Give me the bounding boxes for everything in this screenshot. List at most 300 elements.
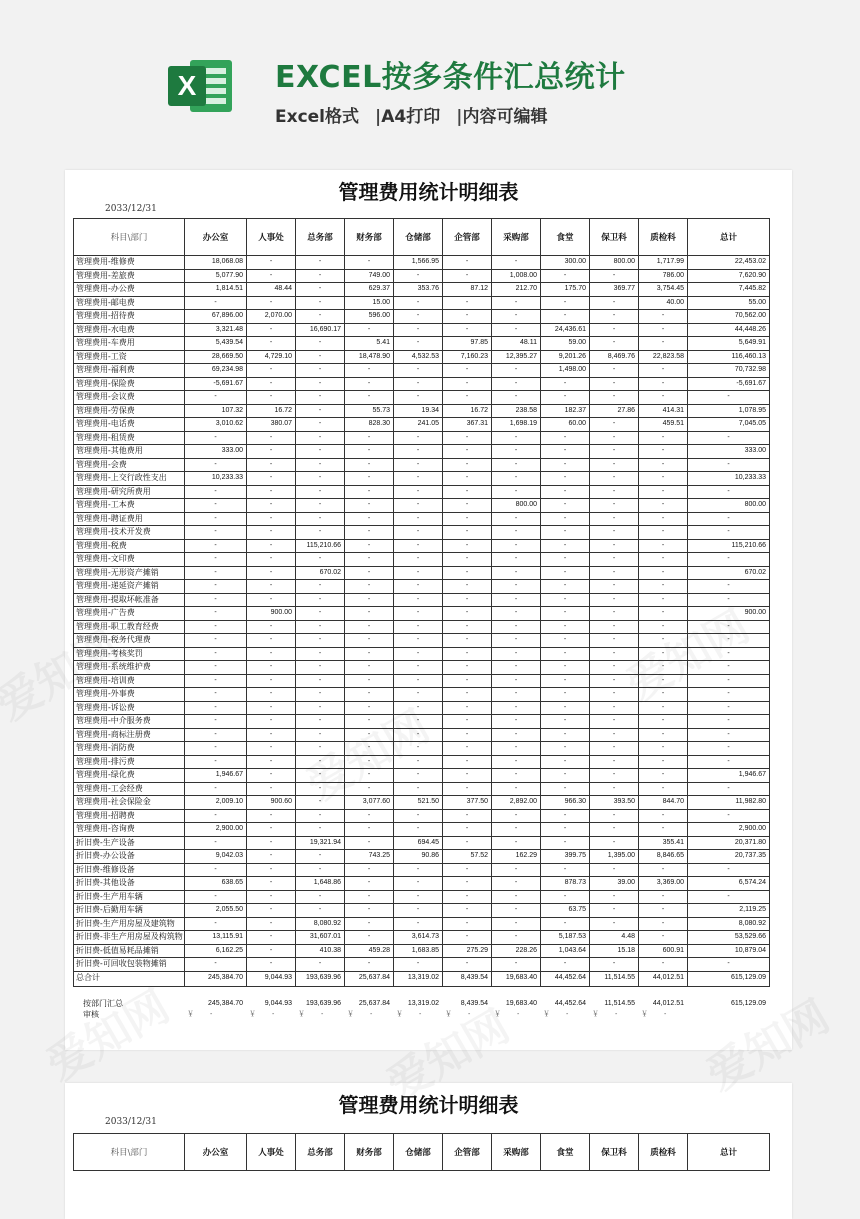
currency-symbol: ￥ (445, 1011, 452, 1018)
table-row (74, 364, 770, 378)
table-row (74, 701, 770, 715)
value-cell: 615,129.09 (688, 971, 770, 986)
value-cell: - (345, 917, 394, 931)
value-cell: - (541, 917, 590, 931)
header-cell: 仓储部 (394, 219, 443, 256)
header-cell: 财务部 (345, 219, 394, 256)
value-cell: - (296, 890, 345, 904)
value-cell: - (590, 485, 639, 499)
value-cell: - (296, 904, 345, 918)
value-cell: 694.45 (394, 836, 443, 850)
value-cell: - (296, 553, 345, 567)
value-cell: - (639, 472, 688, 486)
value-cell: 44,452.64 (541, 971, 590, 986)
value-cell: - (639, 823, 688, 837)
value-cell: - (296, 688, 345, 702)
value-cell: - (443, 728, 492, 742)
value-cell: - (639, 620, 688, 634)
value-cell: - (492, 890, 541, 904)
table-header-row (74, 219, 770, 256)
header-cell: 保卫科 (590, 1134, 639, 1171)
value-cell: - (345, 431, 394, 445)
value-cell: - (492, 472, 541, 486)
value-cell: 20,737.35 (688, 850, 770, 864)
header-cell: 企管部 (443, 219, 492, 256)
table-row (74, 607, 770, 621)
value-cell: - (185, 580, 247, 594)
value-cell: - (492, 715, 541, 729)
value-cell: 844.70 (639, 796, 688, 810)
currency-symbol: ￥ (187, 1011, 194, 1018)
value-cell: - (185, 661, 247, 675)
value-cell: - (247, 863, 296, 877)
value-cell: - (443, 364, 492, 378)
value-cell: 19.34 (394, 404, 443, 418)
audit-dash: - (210, 1011, 213, 1018)
value-cell: - (541, 296, 590, 310)
row-label-cell: 管理费用-会议费 (74, 391, 185, 405)
value-cell: 367.31 (443, 418, 492, 432)
value-cell: - (394, 877, 443, 891)
value-cell: - (443, 958, 492, 972)
header-cell: 采购部 (492, 219, 541, 256)
value-cell: - (492, 431, 541, 445)
sheet-title: 管理费用统计明细表 (338, 180, 519, 204)
value-cell: - (639, 607, 688, 621)
value-cell: - (688, 742, 770, 756)
value-cell: - (639, 904, 688, 918)
value-cell: - (639, 809, 688, 823)
value-cell: - (443, 701, 492, 715)
table-row (74, 796, 770, 810)
value-cell: - (394, 701, 443, 715)
value-cell: - (185, 526, 247, 540)
value-cell: - (394, 566, 443, 580)
table-row (74, 809, 770, 823)
value-cell: 27.86 (590, 404, 639, 418)
value-cell: - (345, 688, 394, 702)
value-cell: - (590, 890, 639, 904)
value-cell: 3,369.00 (639, 877, 688, 891)
value-cell: - (247, 958, 296, 972)
table-row (74, 526, 770, 540)
value-cell: 87.12 (443, 283, 492, 297)
value-cell: - (590, 566, 639, 580)
value-cell: - (296, 580, 345, 594)
value-cell: - (492, 728, 541, 742)
value-cell: - (296, 593, 345, 607)
value-cell: - (185, 512, 247, 526)
value-cell: - (688, 809, 770, 823)
row-label-cell: 折旧费-生产设备 (74, 836, 185, 850)
value-cell: - (492, 688, 541, 702)
row-label-cell: 管理费用-职工教育经费 (74, 620, 185, 634)
value-cell: - (247, 823, 296, 837)
value-cell: - (688, 958, 770, 972)
value-cell: 10,879.04 (688, 944, 770, 958)
value-cell: - (247, 269, 296, 283)
value-cell: - (296, 269, 345, 283)
value-cell: - (247, 593, 296, 607)
value-cell: - (345, 580, 394, 594)
value-cell: - (492, 823, 541, 837)
value-cell: 241.05 (394, 418, 443, 432)
value-cell: - (247, 445, 296, 459)
value-cell: - (345, 904, 394, 918)
value-cell: 4,532.53 (394, 350, 443, 364)
header-cell: 食堂 (541, 219, 590, 256)
value-cell: 22,453.02 (688, 256, 770, 270)
value-cell: - (541, 620, 590, 634)
value-cell: - (590, 701, 639, 715)
value-cell: - (492, 607, 541, 621)
value-cell: 1,814.51 (185, 283, 247, 297)
value-cell: - (443, 539, 492, 553)
row-label-cell: 管理费用-文印费 (74, 553, 185, 567)
table-row (74, 377, 770, 391)
value-cell: - (492, 769, 541, 783)
value-cell: - (345, 755, 394, 769)
value-cell: - (639, 391, 688, 405)
row-label-cell: 管理费用-广告费 (74, 607, 185, 621)
value-cell: - (394, 620, 443, 634)
value-cell: - (394, 593, 443, 607)
value-cell: - (296, 796, 345, 810)
value-cell: - (590, 647, 639, 661)
value-cell: - (185, 458, 247, 472)
value-cell: - (541, 823, 590, 837)
value-cell: - (492, 485, 541, 499)
value-cell: 8,439.54 (443, 971, 492, 986)
value-cell: 3,010.62 (185, 418, 247, 432)
value-cell: - (394, 472, 443, 486)
value-cell: 3,614.73 (394, 931, 443, 945)
value-cell: 70,562.00 (688, 310, 770, 324)
row-label-cell: 管理费用-提取坏帐准备 (74, 593, 185, 607)
row-label-cell: 折旧费-可回收包装物摊销 (74, 958, 185, 972)
value-cell: 67,896.00 (185, 310, 247, 324)
value-cell: - (590, 958, 639, 972)
dept-summary-value: 8,439.54 (460, 1000, 488, 1007)
row-label-cell: 管理费用-技术开发费 (74, 526, 185, 540)
value-cell: - (590, 836, 639, 850)
currency-symbol: ￥ (641, 1011, 648, 1018)
audit-value-cell (295, 1009, 344, 1020)
row-label-cell: 管理费用-电话费 (74, 418, 185, 432)
value-cell: 70,732.98 (688, 364, 770, 378)
value-cell: 7,160.23 (443, 350, 492, 364)
header-cell: 质检科 (639, 219, 688, 256)
value-cell: 16,690.17 (296, 323, 345, 337)
audit-dash: - (615, 1011, 618, 1018)
value-cell: 6,162.25 (185, 944, 247, 958)
value-cell: - (185, 688, 247, 702)
value-cell: - (296, 310, 345, 324)
audit-empty-cell (687, 1009, 769, 1020)
value-cell: - (443, 674, 492, 688)
value-cell: 2,119.25 (688, 904, 770, 918)
subtitle-separator: | (375, 107, 382, 127)
value-cell: - (247, 377, 296, 391)
value-cell: 670.02 (296, 566, 345, 580)
value-cell: 44,448.26 (688, 323, 770, 337)
value-cell: 900.00 (247, 607, 296, 621)
header-cell: 办公室 (185, 1134, 247, 1171)
value-cell: 8,846.65 (639, 850, 688, 864)
value-cell: - (688, 782, 770, 796)
currency-symbol: ￥ (396, 1011, 403, 1018)
table-row (74, 904, 770, 918)
value-cell: - (639, 688, 688, 702)
value-cell: - (590, 458, 639, 472)
value-cell: - (590, 296, 639, 310)
value-cell: 414.31 (639, 404, 688, 418)
currency-symbol: ￥ (298, 1011, 305, 1018)
value-cell: - (296, 512, 345, 526)
value-cell: - (590, 607, 639, 621)
value-cell: - (443, 661, 492, 675)
table-row (74, 890, 770, 904)
header-cell: 总务部 (296, 219, 345, 256)
row-label-cell: 管理费用-福利费 (74, 364, 185, 378)
value-cell: - (541, 782, 590, 796)
value-cell: 55.73 (345, 404, 394, 418)
row-label-cell: 管理费用-其他费用 (74, 445, 185, 459)
value-cell: - (296, 674, 345, 688)
row-label-cell: 管理费用-税务代理费 (74, 634, 185, 648)
value-cell: - (492, 323, 541, 337)
value-cell: - (688, 728, 770, 742)
value-cell: - (492, 782, 541, 796)
value-cell: - (688, 634, 770, 648)
table-row (74, 256, 770, 270)
table-row (74, 620, 770, 634)
value-cell: 3,321.48 (185, 323, 247, 337)
value-cell: 521.50 (394, 796, 443, 810)
header-cell: 人事处 (247, 1134, 296, 1171)
value-cell: - (296, 634, 345, 648)
value-cell: - (247, 526, 296, 540)
value-cell: - (296, 431, 345, 445)
value-cell: - (443, 634, 492, 648)
value-cell: 369.77 (590, 283, 639, 297)
value-cell: - (247, 337, 296, 351)
table-row (74, 445, 770, 459)
value-cell: - (296, 782, 345, 796)
value-cell: - (688, 593, 770, 607)
value-cell: - (296, 526, 345, 540)
value-cell: - (590, 863, 639, 877)
value-cell: 749.00 (345, 269, 394, 283)
row-label-cell: 管理费用-工资 (74, 350, 185, 364)
value-cell: - (639, 526, 688, 540)
value-cell: - (492, 661, 541, 675)
value-cell: - (541, 674, 590, 688)
value-cell: - (296, 337, 345, 351)
audit-dash: - (468, 1011, 471, 1018)
value-cell: - (443, 904, 492, 918)
value-cell: 300.00 (541, 256, 590, 270)
value-cell: - (345, 715, 394, 729)
value-cell: - (394, 674, 443, 688)
value-cell: 9,044.93 (247, 971, 296, 986)
value-cell: 600.91 (639, 944, 688, 958)
value-cell: - (688, 553, 770, 567)
value-cell: 22,823.58 (639, 350, 688, 364)
value-cell: - (296, 823, 345, 837)
value-cell: 28,669.50 (185, 350, 247, 364)
value-cell: - (541, 688, 590, 702)
value-cell: - (492, 931, 541, 945)
row-label-cell: 管理费用-维修费 (74, 256, 185, 270)
value-cell: 800.00 (688, 499, 770, 513)
value-cell: 5.41 (345, 337, 394, 351)
value-cell: - (345, 512, 394, 526)
value-cell: - (639, 566, 688, 580)
value-cell: - (541, 445, 590, 459)
value-cell: - (639, 715, 688, 729)
sheet-title: 管理费用统计明细表 (338, 1093, 519, 1117)
value-cell: - (541, 593, 590, 607)
subtitle-format: Excel格式 (275, 107, 360, 127)
value-cell: - (345, 931, 394, 945)
value-cell: 878.73 (541, 877, 590, 891)
dept-summary-value: 44,452.64 (554, 1000, 586, 1007)
value-cell: - (345, 877, 394, 891)
value-cell: - (296, 458, 345, 472)
value-cell: - (492, 863, 541, 877)
table-row (74, 715, 770, 729)
value-cell: 115,210.66 (296, 539, 345, 553)
value-cell: - (247, 485, 296, 499)
value-cell: - (296, 445, 345, 459)
value-cell: - (590, 661, 639, 675)
value-cell: 18,068.08 (185, 256, 247, 270)
table-row (74, 499, 770, 513)
table-row (74, 634, 770, 648)
value-cell: - (247, 634, 296, 648)
value-cell: - (247, 323, 296, 337)
value-cell: 11,514.55 (590, 971, 639, 986)
value-cell: - (590, 742, 639, 756)
value-cell: - (394, 755, 443, 769)
value-cell: 5,649.91 (688, 337, 770, 351)
value-cell: - (443, 688, 492, 702)
value-cell: - (394, 782, 443, 796)
value-cell: - (590, 310, 639, 324)
value-cell: - (394, 485, 443, 499)
value-cell: - (394, 445, 443, 459)
value-cell: - (247, 931, 296, 945)
value-cell: - (185, 499, 247, 513)
value-cell: 8,080.92 (296, 917, 345, 931)
value-cell: - (639, 310, 688, 324)
value-cell: - (688, 661, 770, 675)
row-label-cell: 管理费用-递延资产摊销 (74, 580, 185, 594)
dept-summary-value: 11,514.55 (604, 1000, 635, 1007)
value-cell: - (247, 566, 296, 580)
value-cell: 7,445.82 (688, 283, 770, 297)
value-cell: - (639, 553, 688, 567)
table-row (74, 782, 770, 796)
value-cell: - (541, 526, 590, 540)
value-cell: - (492, 917, 541, 931)
value-cell: - (345, 661, 394, 675)
value-cell: - (639, 377, 688, 391)
value-cell: 7,620.90 (688, 269, 770, 283)
value-cell: - (492, 620, 541, 634)
table-row (74, 836, 770, 850)
value-cell: 53,529.66 (688, 931, 770, 945)
value-cell: - (688, 620, 770, 634)
value-cell: - (443, 458, 492, 472)
value-cell: - (394, 458, 443, 472)
value-cell: - (492, 553, 541, 567)
value-cell: - (541, 863, 590, 877)
value-cell: - (296, 283, 345, 297)
audit-label: 审核 (83, 1010, 99, 1019)
value-cell: - (541, 742, 590, 756)
table-row (74, 566, 770, 580)
value-cell: - (590, 593, 639, 607)
value-cell: - (394, 809, 443, 823)
value-cell: 60.00 (541, 418, 590, 432)
value-cell: 800.00 (492, 499, 541, 513)
audit-dash: - (664, 1011, 667, 1018)
row-label-cell: 管理费用-聘证费用 (74, 512, 185, 526)
header-cell: 保卫科 (590, 219, 639, 256)
audit-value-cell (638, 1009, 687, 1020)
value-cell: - (492, 904, 541, 918)
header-cell: 企管部 (443, 1134, 492, 1171)
audit-value-cell (589, 1009, 638, 1020)
value-cell: - (296, 863, 345, 877)
value-cell: - (492, 742, 541, 756)
value-cell: - (688, 715, 770, 729)
value-cell: 238.58 (492, 404, 541, 418)
value-cell: - (394, 890, 443, 904)
value-cell: - (185, 917, 247, 931)
value-cell: - (247, 296, 296, 310)
audit-dash: - (321, 1011, 324, 1018)
value-cell: - (639, 580, 688, 594)
value-cell: - (394, 769, 443, 783)
value-cell: - (247, 364, 296, 378)
table-row (74, 580, 770, 594)
value-cell: - (492, 256, 541, 270)
value-cell: - (541, 661, 590, 675)
value-cell: 31,607.01 (296, 931, 345, 945)
value-cell: - (345, 323, 394, 337)
value-cell: - (590, 917, 639, 931)
value-cell: - (394, 391, 443, 405)
value-cell: - (296, 256, 345, 270)
value-cell: 97.85 (443, 337, 492, 351)
value-cell: - (639, 593, 688, 607)
row-label-cell: 管理费用-社会保险金 (74, 796, 185, 810)
value-cell: - (247, 674, 296, 688)
value-cell: - (443, 863, 492, 877)
row-label-cell: 管理费用-消防费 (74, 742, 185, 756)
value-cell: - (639, 863, 688, 877)
value-cell: - (443, 580, 492, 594)
table-row (74, 661, 770, 675)
value-cell: 63.75 (541, 904, 590, 918)
value-cell: 19,683.40 (492, 971, 541, 986)
table-header-row (74, 1134, 770, 1171)
value-cell: - (296, 850, 345, 864)
value-cell: - (590, 323, 639, 337)
